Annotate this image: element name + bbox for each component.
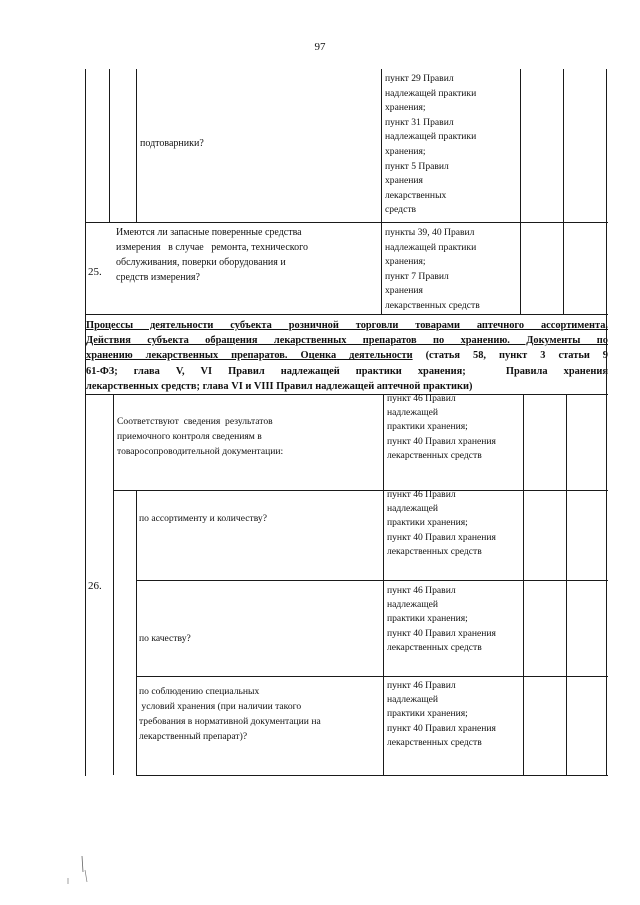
question-line: обслуживания, поверки оборудования и [116, 257, 286, 268]
reference-line: пункт 40 Правил хранения [387, 435, 496, 447]
reference-line: хранения [385, 175, 423, 187]
reference-line: пункт 40 Правил хранения [387, 722, 496, 734]
reference-line: лекарственных средств [387, 545, 482, 557]
page-number: 97 [314, 41, 326, 53]
reference-line: практики хранения; [387, 613, 468, 625]
reference-line: пункт 46 Правил [387, 393, 456, 404]
reference-line: практики хранения; [387, 517, 468, 529]
subitem-2-question: по качеству? [139, 633, 191, 644]
reference-line: хранения; [385, 256, 426, 268]
reference-line: пункт 46 Правил [387, 680, 456, 691]
question-line: условий хранения (при наличии такого [139, 701, 302, 712]
section-header-line: лекарственных средств; глава VI и VIII Правил надлежащей аптечной практики) [86, 380, 473, 392]
row-number-26: 26. [88, 580, 102, 592]
question-line: требования в нормативной документации на [139, 716, 321, 727]
reference-line: хранения; [385, 102, 426, 114]
question-line: измерения в случае ремонта, технического [116, 242, 309, 253]
question-line: по соблюдению специальных [139, 686, 260, 697]
section-header-underlined: хранению лекарственных препаратов. Оценка деятельности [86, 350, 413, 362]
reference-line: надлежащей [387, 503, 438, 515]
reference-line: лекарственных средств [387, 736, 482, 748]
number-column-divider [109, 69, 110, 222]
question-line: приемочного контроля сведениям в [117, 431, 262, 442]
reference-line: пункт 7 Правил [385, 270, 449, 282]
section-header-line: Действия субъекта обращения лекарственных препаратов по хранению. Документы по [86, 335, 608, 347]
reference-line: практики хранения; [387, 421, 468, 433]
reference-line: хранения [385, 285, 423, 297]
section-header-line: Процессы деятельности субъекта розничной торговли товарами аптечного ассортимента. [86, 320, 608, 331]
row-divider-26-sub1 [136, 580, 608, 581]
subitem-column-divider-top [136, 69, 137, 222]
reference-line: практики хранения; [387, 708, 468, 720]
reference-line: надлежащей практики [385, 131, 477, 143]
reference-line: пункт 40 Правил хранения [387, 531, 496, 543]
section-header-rest: (статья 58, пункт 3 статьи 9 [412, 350, 609, 362]
row-divider-26-main [113, 490, 608, 491]
reference-column-divider [381, 69, 382, 315]
row-number-25: 25. [88, 266, 102, 278]
reference-line: средств [385, 204, 417, 216]
subitem-1-question: по ассортименту и количеству? [139, 513, 267, 524]
question-line: Имеются ли запасные поверенные средства [116, 227, 302, 238]
answer-column-divider-1 [520, 69, 521, 315]
question-line: товаросопроводительной документации: [117, 446, 284, 457]
reference-line: надлежащей [387, 694, 438, 706]
table-left-border [85, 69, 86, 776]
answer-column-divider-2 [563, 69, 564, 315]
table-right-border [606, 69, 607, 776]
section-header-line: 61-ФЗ; глава V, VI Правил надлежащей практики хранения; Правила хранения [86, 365, 608, 377]
reference-line: пункт 46 Правил [387, 489, 456, 500]
subitem-column-divider-26 [136, 490, 137, 776]
answer-column-divider-2b [566, 395, 567, 776]
section-header-line-3 [86, 348, 608, 363]
reference-column-divider-26 [383, 395, 384, 776]
number-column-divider-26 [113, 395, 114, 775]
reference-line: пункт 40 Правил хранения [387, 627, 496, 639]
question-line: средств измерения? [116, 272, 200, 283]
table-bottom-border [136, 775, 608, 776]
row-divider-after-header [85, 394, 608, 395]
question-line: Соответствуют сведения результатов [117, 416, 273, 427]
reference-line: лекарственных средств [387, 641, 482, 653]
reference-line: лекарственных средств [387, 449, 482, 461]
answer-column-divider-1b [523, 395, 524, 776]
row-divider-after-25 [85, 314, 608, 315]
reference-line: надлежащей практики [385, 241, 477, 253]
question-line: лекарственный препарат)? [139, 731, 248, 742]
reference-line: пункт 5 Правил [385, 160, 449, 172]
reference-line: пункты 39, 40 Правил [385, 227, 475, 238]
reference-line: пункт 29 Правил [385, 73, 454, 84]
reference-line: надлежащей [387, 407, 438, 419]
reference-line: пункт 46 Правил [387, 585, 456, 596]
scan-artifacts [60, 850, 100, 890]
row-divider-26-sub2 [136, 676, 608, 677]
reference-line: лекарственных [385, 189, 447, 201]
reference-line: лекарственных средств [385, 300, 480, 311]
reference-line: надлежащей практики [385, 87, 477, 99]
reference-line: надлежащей [387, 599, 438, 611]
section-header [86, 318, 608, 394]
row-divider-before-25 [85, 222, 608, 223]
reference-line: пункт 31 Правил [385, 116, 454, 128]
continuation-question: подтоварники? [140, 138, 204, 149]
reference-line: хранения; [385, 146, 426, 157]
